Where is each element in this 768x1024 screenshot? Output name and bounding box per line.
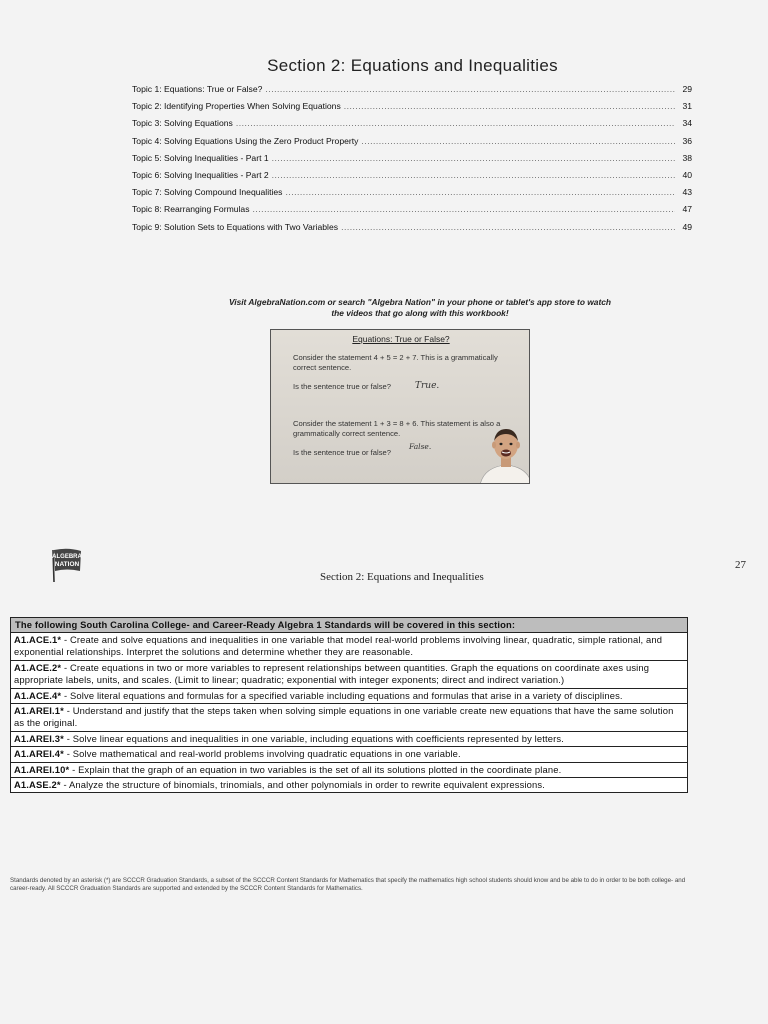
toc-row[interactable] [132,153,692,170]
standard-code: A1.AREI.4* [14,748,64,760]
standard-code: A1.AREI.3* [14,732,64,744]
page-section-title: Section 2: Equations and Inequalities [320,571,484,583]
toc-row[interactable] [132,118,692,135]
toc-row[interactable] [132,136,692,153]
toc-leader-dots [253,204,675,214]
toc-page-number: 49 [682,221,692,232]
toc-topic-label: Topic 3: Solving Equations [132,118,233,129]
toc-leader-dots [341,222,675,232]
app-promo-text [170,297,670,319]
standards-table [10,617,688,793]
standard-text: - Create equations in two or more variables to represent relationships between quantities. Graph the equations on coordinate axes using appropriate labels, units, and scales. (Limit to linear; quadratic; exponential with integer exponents; direct and indirect variation.) [14,661,650,686]
toc-topic-label: Topic 1: Equations: True or False? [132,84,263,94]
standard-text: - Analyze the structure of binomials, trinomials, and other polynomials in order to rewrite equivalent expressions. [60,779,545,791]
standards-header: The following South Carolina College- and Career-Ready Algebra 1 Standards will be covered in this section: [11,618,687,633]
toc-page-number: 34 [682,118,692,129]
standard-code: A1.AREI.10* [14,763,70,775]
toc-leader-dots [344,101,675,111]
table-of-contents [132,84,692,239]
toc-leader-dots [265,84,675,94]
toc-row[interactable] [132,101,692,118]
toc-row[interactable] [132,170,692,187]
standard-text: - Understand and justify that the steps taken when solving simple equations in one variable create new equations that have the same solution as the original. [14,705,674,729]
toc-page-number: 29 [682,84,692,94]
toc-row[interactable] [132,222,692,239]
handwritten-answer: False. [409,442,432,451]
toc-topic-label: Topic 2: Identifying Properties When Solving Equations [132,101,341,112]
video-text-line: Consider the statement 1 + 3 = 8 + 6. This statement is also a [293,419,501,428]
standards-disclaimer: Standards denoted by an asterisk (*) are SCCCR Graduation Standards, a subset of the SCCCR Content Standards for Mathematics that specify the mathematics high school students should know and be able to do in order to be both college- and career-ready. All SCCCR Graduation Standards are supported and extended by the SCCCR Content Standards for Mathematics. [10,877,686,892]
toc-topic-label: Topic 7: Solving Compound Inequalities [132,187,283,198]
standard-text: - Solve linear equations and inequalities in one variable, including equations with coefficients represented by letters. [63,732,565,744]
section-title: Section 2: Equations and Inequalities [267,56,558,75]
standard-row [11,763,687,778]
toc-page-number: 36 [682,135,692,146]
toc-page-number: 47 [682,204,692,215]
toc-topic-label: Topic 9: Solution Sets to Equations with Two Variables [132,221,339,232]
standard-text: - Solve mathematical and real-world problems involving quadratic equations in one variable. [63,748,461,760]
logo-text: ALGEBRA [52,554,82,560]
standard-text: - Solve literal equations and formulas for a specified variable including equations and formulas that arise in a variety of disciplines. [61,689,623,701]
standard-code: A1.ACE.1* [14,634,62,645]
standard-code: A1.ACE.2* [14,661,62,673]
toc-page-number: 43 [682,187,692,198]
toc-page-number: 38 [682,152,692,163]
page-number: 27 [735,559,746,571]
logo-text: NATION [54,561,80,568]
standard-text: - Create and solve equations and inequalities in one variable that model real-world problems involving linear, quadratic, simple rational, and exponential relationships. Interpret the solutions and determine whether they are reasonable. [14,634,663,658]
standard-row [11,747,687,762]
video-text-line: grammatically correct sentence. [293,429,401,438]
video-text-line: correct sentence. [293,363,352,372]
toc-leader-dots [361,136,675,146]
toc-topic-label: Topic 4: Solving Equations Using the Zero Product Property [132,135,359,146]
standard-row [11,732,687,747]
standard-code: A1.ASE.2* [14,779,61,791]
toc-page-number: 40 [682,169,692,180]
toc-leader-dots [272,153,675,163]
video-title: Equations: True or False? [352,334,450,344]
toc-row[interactable] [132,187,692,204]
toc-page-number: 31 [682,101,692,112]
standard-row [11,778,687,792]
toc-row[interactable] [132,84,692,101]
toc-topic-label: Topic 5: Solving Inequalities - Part 1 [132,152,269,163]
standard-code: A1.ACE.4* [14,689,62,701]
toc-leader-dots [272,170,675,180]
video-question: Is the sentence true or false? [293,382,391,391]
handwritten-answer: True. [415,381,440,391]
standard-text: - Explain that the graph of an equation in two variables is the set of all its solutions plotted in the coordinate plane. [69,763,562,775]
toc-leader-dots [236,118,675,128]
standard-row [11,704,687,732]
algebra-nation-logo [50,547,84,583]
toc-row[interactable] [132,204,692,221]
video-thumbnail[interactable] [270,329,530,484]
promo-line: Visit AlgebraNation.com or search "Algebra Nation" in your phone or tablet's app store to watch [228,297,612,307]
promo-line: the videos that go along with this workbook! [331,308,509,318]
video-text-line: Consider the statement 4 + 5 = 2 + 7. This is a grammatically [293,353,498,362]
standard-row [11,661,687,689]
standard-row [11,633,687,661]
toc-leader-dots [285,187,675,197]
standard-code: A1.AREI.1* [14,705,64,717]
video-question: Is the sentence true or false? [293,448,391,457]
toc-topic-label: Topic 8: Rearranging Formulas [132,204,250,215]
toc-topic-label: Topic 6: Solving Inequalities - Part 2 [132,169,269,180]
presenter-image [476,423,530,484]
standard-row [11,689,687,704]
